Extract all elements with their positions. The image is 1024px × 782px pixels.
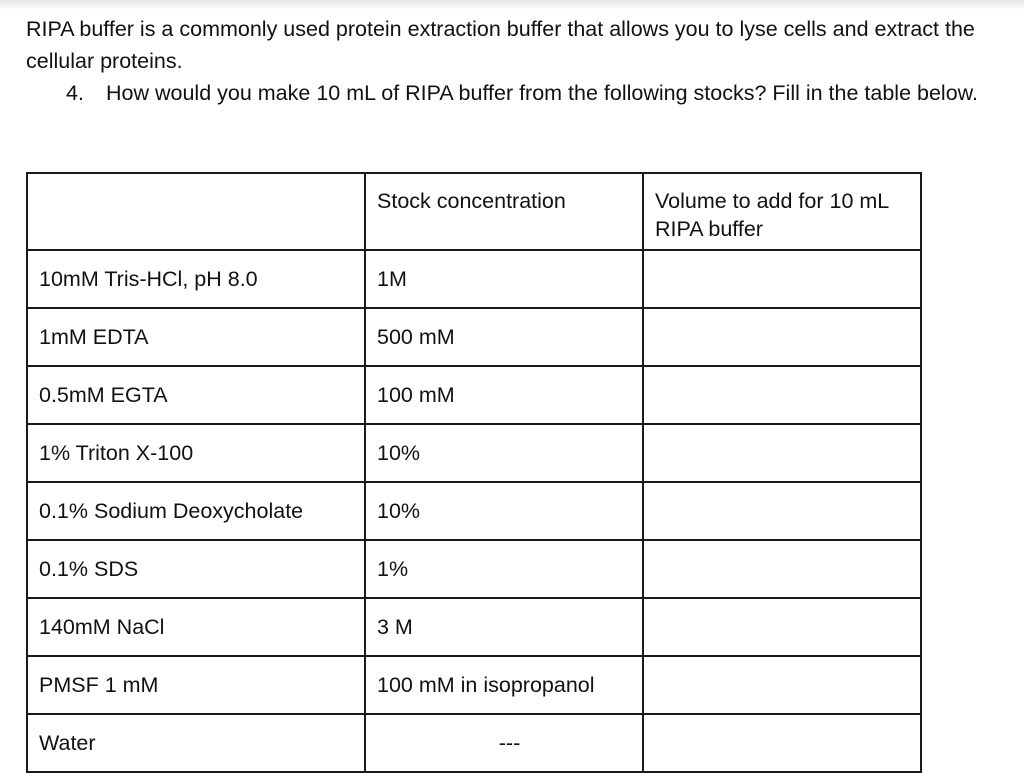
table-row	[27, 656, 921, 714]
component-cell: 0.1% SDS	[27, 540, 365, 598]
table-row	[27, 540, 921, 598]
volume-cell[interactable]	[643, 308, 921, 366]
stock-cell: 500 mM	[365, 308, 643, 366]
question-number: 4.	[66, 81, 84, 105]
volume-cell[interactable]	[643, 540, 921, 598]
table-row	[27, 598, 921, 656]
component-cell: PMSF 1 mM	[27, 656, 365, 714]
volume-cell[interactable]	[643, 656, 921, 714]
component-cell: 0.5mM EGTA	[27, 366, 365, 424]
table-row	[27, 482, 921, 540]
component-cell: 1% Triton X-100	[27, 424, 365, 482]
stock-cell: 1%	[365, 540, 643, 598]
component-cell: 10mM Tris-HCl, pH 8.0	[27, 250, 365, 308]
header-stock-concentration: Stock concentration	[365, 173, 643, 250]
table-row	[27, 714, 921, 772]
volume-cell[interactable]	[643, 598, 921, 656]
volume-cell[interactable]	[643, 482, 921, 540]
ripa-table	[26, 172, 922, 773]
stock-cell: 3 M	[365, 598, 643, 656]
stock-cell: ---	[365, 714, 643, 772]
component-cell: 0.1% Sodium Deoxycholate	[27, 482, 365, 540]
header-volume: Volume to add for 10 mL RIPA buffer	[643, 173, 921, 250]
question-text: How would you make 10 mL of RIPA buffer from the following stocks? Fill in the table below.	[106, 81, 978, 105]
stock-cell: 10%	[365, 482, 643, 540]
question-item	[66, 77, 1016, 109]
stock-cell: 10%	[365, 424, 643, 482]
component-cell: 1mM EDTA	[27, 308, 365, 366]
table-row	[27, 250, 921, 308]
table-row	[27, 366, 921, 424]
volume-cell[interactable]	[643, 714, 921, 772]
volume-cell[interactable]	[643, 250, 921, 308]
table-row	[27, 308, 921, 366]
volume-cell[interactable]	[643, 366, 921, 424]
stock-cell: 100 mM in isopropanol	[365, 656, 643, 714]
volume-cell[interactable]	[643, 424, 921, 482]
component-cell: 140mM NaCl	[27, 598, 365, 656]
table-header-row	[27, 173, 921, 250]
stock-cell: 100 mM	[365, 366, 643, 424]
stock-cell: 1M	[365, 250, 643, 308]
header-component	[27, 173, 365, 250]
top-shadow	[0, 0, 1024, 10]
table-row	[27, 424, 921, 482]
intro-paragraph: RIPA buffer is a commonly used protein extraction buffer that allows you to lyse cells and extract the cellular proteins.	[26, 17, 975, 73]
component-cell: Water	[27, 714, 365, 772]
